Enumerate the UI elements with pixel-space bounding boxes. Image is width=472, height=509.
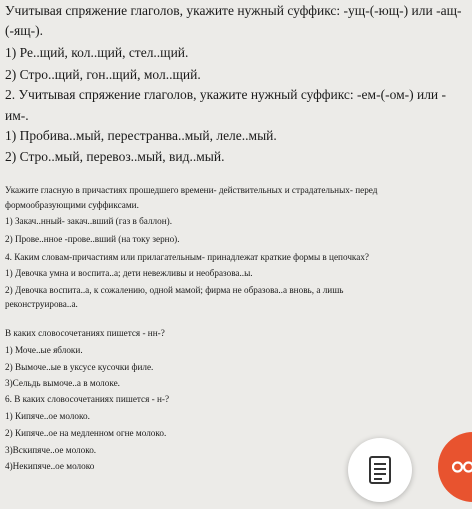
text-line: 2. Учитывая спряжение глаголов, укажите нужный суффикс: -ем-(-ом-) или -	[5, 87, 447, 102]
text-line: Укажите гласную в причастиях прошедшего времени- действительных и страдательных- перед	[5, 185, 378, 195]
text-line: 2) Стро..мый, перевоз..мый, вид..мый.	[5, 149, 225, 164]
text-line: им-.	[5, 108, 29, 123]
text-line: реконструирова..а.	[5, 299, 78, 309]
text-line: 3)Вскипяче..ое молоко.	[5, 445, 97, 455]
document-icon	[368, 456, 392, 484]
text-line: 1) Закач..нный- закач..вший (газ в баллон).	[5, 216, 172, 226]
text-line: В каких словосочетаниях пишется - нн-?	[5, 328, 165, 338]
text-line: формообразующими суффиксами.	[5, 200, 139, 210]
text-line: 4. Каким словам-причастиям или прилагательным- принадлежат краткие формы в цепочках?	[5, 252, 370, 262]
text-line: 2) Стро..щий, гон..щий, мол..щий.	[5, 67, 201, 82]
text-line: 2) Прове..нное -прове..вший (на току зерно).	[5, 234, 180, 244]
text-line: 1) Кипяче..ое молоко.	[5, 411, 90, 421]
text-line: 3)Сельдь вымоче..а в молоке.	[5, 378, 120, 388]
text-line: 4)Некипяче..ое молоко	[5, 461, 95, 471]
text-line: 1) Девочка умна и воспита..а; дети невежливы и необразова..ы.	[5, 268, 253, 278]
text-line: 6. В каких словосочетаниях пишется - н-?	[5, 394, 170, 404]
text-line: 2) Вымоче..ые в уксусе кусочки филе.	[5, 362, 154, 372]
text-line: 1) Моче..ые яблоки.	[5, 345, 83, 355]
document-button[interactable]	[348, 438, 412, 502]
share-icon	[452, 460, 472, 474]
text-line: Учитывая спряжение глаголов, укажите нужный суффикс: -ущ-(-ющ-) или -ащ-	[5, 3, 462, 18]
text-line: 1) Ре..щий, кол..щий, стел..щий.	[5, 45, 189, 60]
text-line: 1) Пробива..мый, перестранва..мый, леле..мый.	[5, 128, 277, 143]
text-line: 2) Кипяче..ое на медленном огне молоко.	[5, 428, 167, 438]
text-line: (-ящ-).	[5, 23, 43, 38]
text-line: 2) Девочка воспита..а, к сожалению, одной мамой; фирма не образова..а вновь, а лишь	[5, 285, 344, 295]
